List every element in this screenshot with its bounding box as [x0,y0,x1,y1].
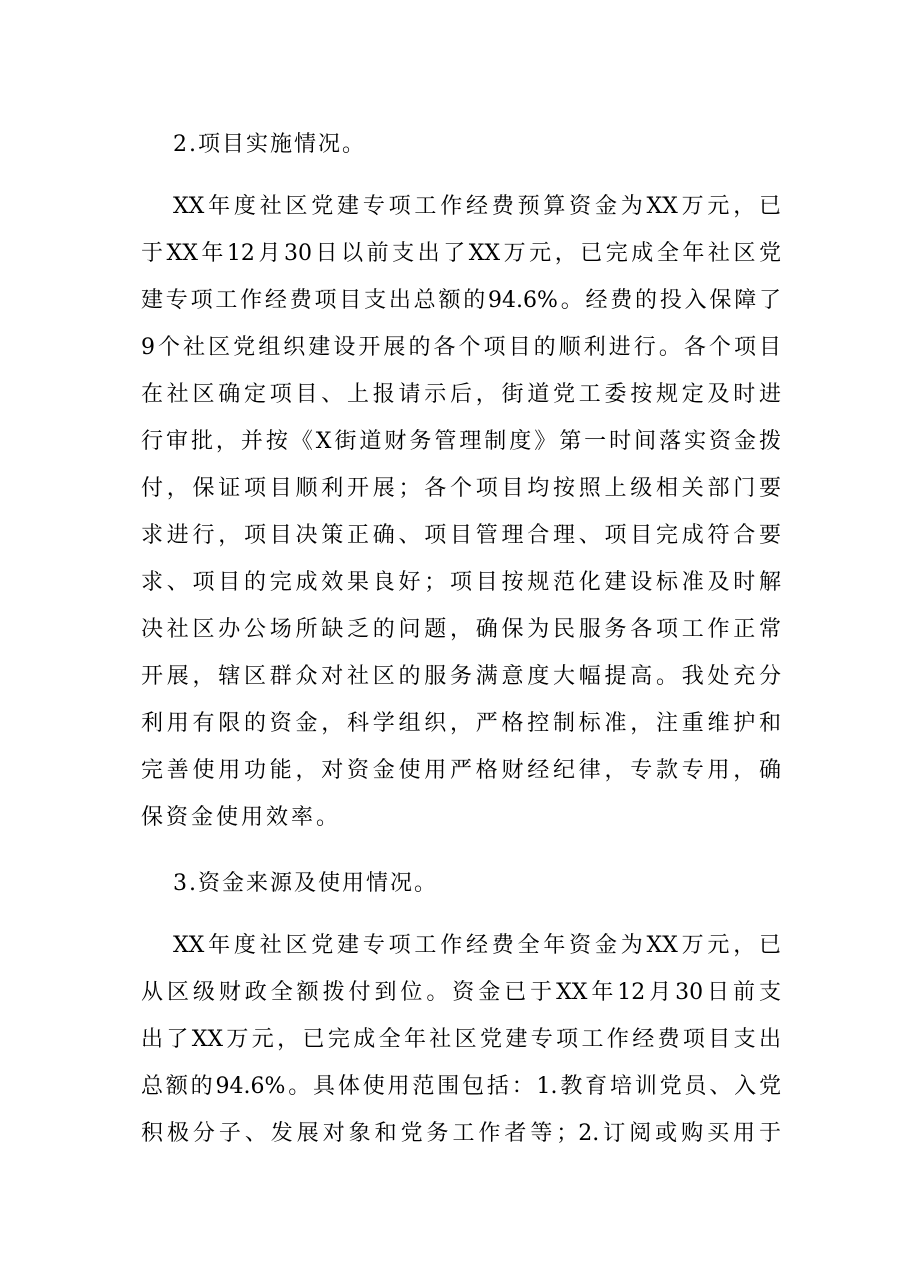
section-3-paragraph-line: 积极分子、发展对象和党务工作者等；2.订阅或购买用于 [141,1121,781,1146]
section-2-paragraph-line: 完善使用功能，对资金使用严格财经纪律，专款专用，确 [141,758,781,783]
section-2-paragraph-line: 求、项目的完成效果良好；项目按规范化建设标准及时解 [141,570,781,595]
section-2-paragraph-line: 于XX年12月30日以前支出了XX万元，已完成全年社区党 [141,241,781,266]
section-3-paragraph-line: 从区级财政全额拨付到位。资金已于XX年12月30日前支 [141,980,781,1005]
section-2-paragraph-line: 行审批，并按《X街道财务管理制度》第一时间落实资金拨 [141,429,781,454]
section-2-paragraph-line: 求进行，项目决策正确、项目管理合理、项目完成符合要 [141,523,781,548]
section-2-paragraph-line: 建专项工作经费项目支出总额的94.6%。经费的投入保障了 [141,288,781,313]
section-2-paragraph-line: 在社区确定项目、上报请示后，街道党工委按规定及时进 [141,382,781,407]
section-3-heading: 3.资金来源及使用情况。 [173,871,438,896]
section-3-paragraph-line: 总额的94.6%。具体使用范围包括：1.教育培训党员、入党 [141,1074,781,1099]
section-2-paragraph-line: 付，保证项目顺利开展；各个项目均按照上级相关部门要 [141,476,781,501]
section-2-paragraph-line: XX年度社区党建专项工作经费预算资金为XX万元，已 [173,194,781,219]
section-2-paragraph-line: 保资金使用效率。 [141,805,342,830]
section-2-paragraph-line: 利用有限的资金，科学组织，严格控制标准，注重维护和 [141,711,781,736]
section-2-paragraph-line: 开展，辖区群众对社区的服务满意度大幅提高。我处充分 [141,664,781,689]
section-3-paragraph-line: 出了XX万元，已完成全年社区党建专项工作经费项目支出 [141,1027,781,1052]
section-2-paragraph-line: 9个社区党组织建设开展的各个项目的顺利进行。各个项目 [141,335,781,360]
section-2-heading: 2.项目实施情况。 [173,132,366,157]
section-3-paragraph-line: XX年度社区党建专项工作经费全年资金为XX万元，已 [173,933,781,958]
section-2-paragraph-line: 决社区办公场所缺乏的问题，确保为民服务各项工作正常 [141,617,781,642]
